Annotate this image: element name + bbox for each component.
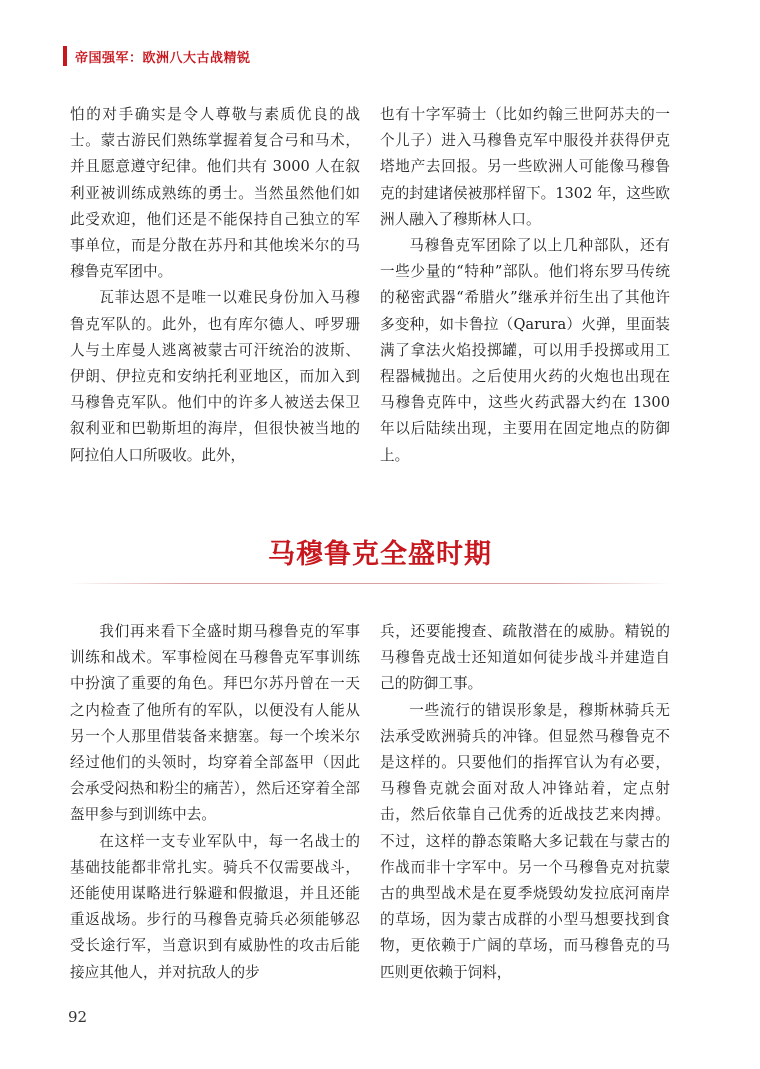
paragraph: 一些流行的错误形象是，穆斯林骑兵无法承受欧洲骑兵的冲锋。但显然马穆鲁克不是这样的。只要他们的指挥官认为有必要，马穆鲁克就会面对敌人冲锋站着，定点射击，然后依靠自己优秀的近战技艺来肉搏。不过，这样的静态策略大多记载在与蒙古的作战而非十字军中。另一个马穆鲁克对抗蒙古的典型战术是在夏季烧毁幼发拉底河南岸的草场，因为蒙古成群的小型马想要找到食物，更依赖于广阔的草场，而马穆鲁克的马匹则更依赖于饲料， (380, 701, 670, 981)
page-number: 92 (68, 1008, 88, 1026)
bottom-left-column (70, 619, 360, 986)
paragraph: 兵，还要能搜查、疏散潜在的威胁。精锐的马穆鲁克战士还知道如何徒步战斗并建造自己的防御工事。 (380, 623, 670, 693)
header-accent-bar (63, 46, 67, 66)
paragraph: 我们再来看下全盛时期马穆鲁克的军事训练和战术。军事检阅在马穆鲁克军事训练中扮演了重要的角色。拜巴尔苏丹曾在一天之内检查了他所有的军队，以便没有人能从另一个人那里借装备来搪塞。每一个埃米尔经过他们的头领时，均穿着全部盔甲（因此会承受闷热和粉尘的痛苦），然后还穿着全部盔甲参与到训练中去。 (70, 623, 360, 824)
paragraph: 怕的对手确实是令人尊敬与素质优良的战士。蒙古游民们熟练掌握着复合弓和马术，并且愿意遵守纪律。他们共有 3000 人在叙利亚被训练成熟练的勇士。当然虽然他们如此受欢迎，他们还是不能保持自己独立的军事单位，而是分散在苏丹和其他埃米尔的马穆鲁克军团中。 (70, 106, 360, 281)
paragraph: 瓦菲达恩不是唯一以难民身份加入马穆鲁克军队的。此外，也有库尔德人、呼罗珊人与土库曼人逃离被蒙古可汗统治的波斯、伊朗、伊拉克和安纳托利亚地区，而加入到马穆鲁克军队。他们中的许多人被送去保卫叙利亚和巴勒斯坦的海岸，但很快被当地的阿拉伯人口所吸收。此外， (70, 289, 360, 464)
paragraph: 也有十字军骑士（比如约翰三世阿苏夫的一个儿子）进入马穆鲁克军中服役并获得伊克塔地产去回报。另一些欧洲人可能像马穆鲁克的封建诸侯被那样留下。1302 年，这些欧洲人融入了穆斯林人口。 (380, 106, 670, 228)
paragraph: 在这样一支专业军队中，每一名战士的基础技能都非常扎实。骑兵不仅需要战斗，还能使用谋略进行躲避和假撤退，并且还能重返战场。步行的马穆鲁克骑兵必须能够忍受长途行军，当意识到有威胁性的攻击后能接应其他人，并对抗敌人的步 (70, 832, 360, 981)
running-title: 帝国强军：欧洲八大古战精锐 (75, 50, 251, 66)
bottom-right-column (380, 619, 670, 986)
section-title: 马穆鲁克全盛时期 (268, 539, 492, 570)
top-right-column (380, 102, 670, 469)
running-header (63, 45, 251, 67)
section-divider (70, 583, 670, 584)
top-left-column (70, 102, 360, 469)
paragraph: 马穆鲁克军团除了以上几种部队，还有一些少量的“特种”部队。他们将东罗马传统的秘密武器“希腊火”继承并衍生出了其他许多变种，如卡鲁拉（Qarura）火弹，里面装满了拿法火焰投掷罐，可以用手投掷或用工程器械抛出。之后使用火药的火炮也出现在马穆鲁克阵中，这些火药武器大约在 1300 年以后陆续出现，主要用在固定地点的防御上。 (380, 237, 670, 464)
